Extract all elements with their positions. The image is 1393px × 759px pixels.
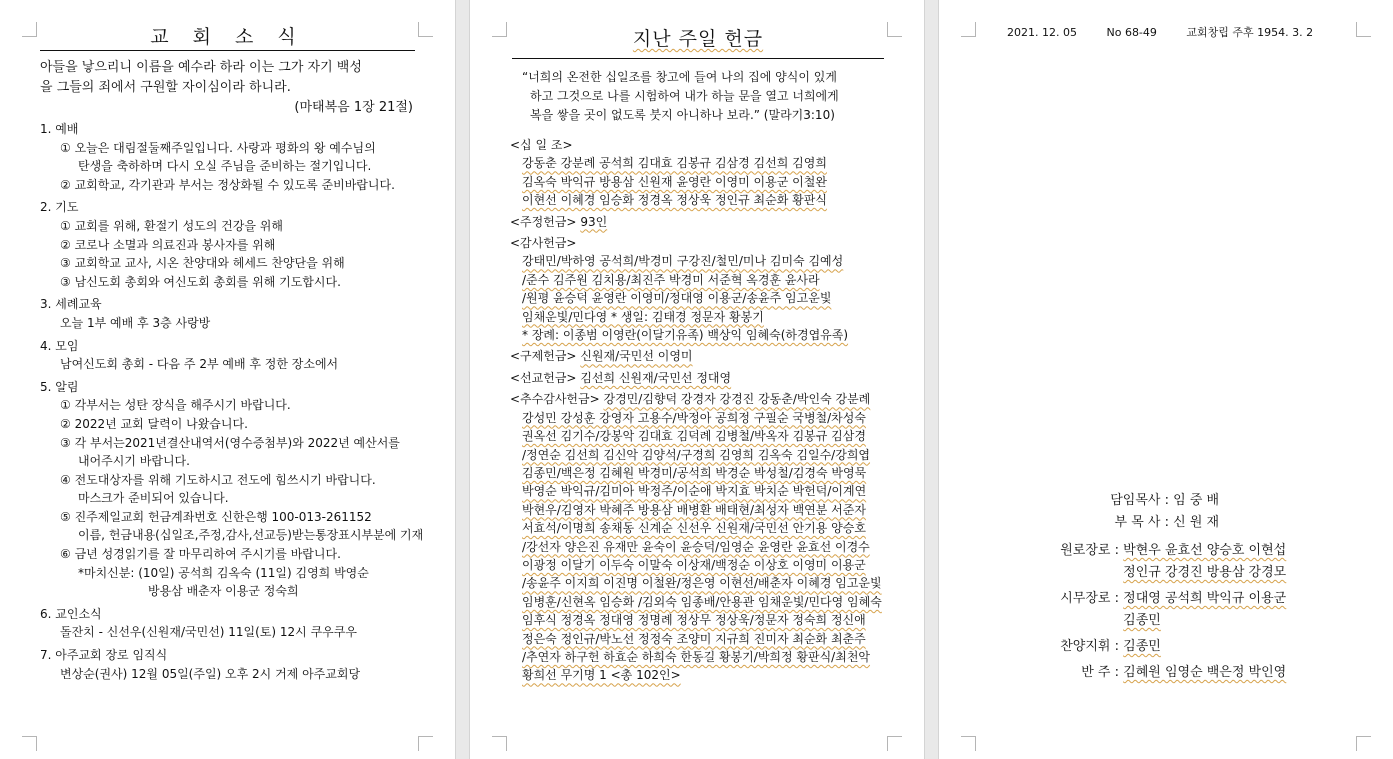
offering-names-row: [510, 252, 920, 270]
section-line: 내어주시기 바랍니다.: [78, 454, 190, 469]
section-line: ② 2022년 교회 달력이 나왔습니다.: [60, 416, 248, 431]
page-offerings: [470, 0, 924, 759]
crop-mark: [22, 22, 37, 37]
staff-group: [1039, 588, 1286, 632]
section-heading: 6. 교인소식: [40, 606, 102, 621]
offering-names: /송윤주 이지희 이진명 이철완/정은영 이현선/배춘자 이혜경 임고운빛: [522, 576, 882, 591]
crop-mark: [1356, 22, 1371, 37]
verse-reference: (마태복음 1장 21절): [294, 100, 413, 115]
offering-names-row: [510, 501, 920, 519]
staff-row: [1039, 562, 1286, 584]
offering-names: /추연자 하구헌 하효순 하희숙 한동길 황봉기/박희정 황판식/최천악: [522, 649, 871, 664]
section-line: ③ 남신도회 총회와 여신도회 총회를 위해 기도합시다.: [60, 274, 341, 289]
staff-names: 박현우 윤효선 양승호 이현섭: [1123, 543, 1287, 558]
bulletin-header: [1007, 24, 1339, 40]
staff-role: 원로장로 :: [1060, 543, 1119, 558]
offering-names-row: [510, 611, 920, 629]
crop-mark: [961, 22, 976, 37]
staff-row: [1039, 588, 1286, 610]
offering-names-row: [510, 427, 920, 445]
offering-label: <추수감사헌금>: [510, 392, 600, 407]
news-section: [40, 198, 440, 291]
section-heading: 5. 알림: [40, 379, 79, 394]
page-title-text: 지난 주일 헌금: [632, 28, 764, 50]
offering-inline-names: 강경민/김향덕 강경자 강경진 강동춘/박인숙 강분례: [603, 392, 871, 407]
offering-names-row: [510, 574, 920, 592]
offering-label-row: [510, 234, 920, 252]
offering-inline-names: 93인: [580, 214, 608, 229]
staff-role: 찬양지휘 :: [1060, 639, 1119, 654]
offering-names-row: [510, 191, 920, 209]
offering-names-row: [510, 666, 920, 684]
offering-names-row: [510, 271, 920, 289]
staff-row: [1039, 540, 1286, 562]
staff-names: 임 중 배: [1173, 493, 1220, 508]
offering-names: 임채운빛/민다영 * 생일: 김태경 정문자 황봉기: [522, 309, 764, 324]
founding-date: 교회창립 주후 1954. 3. 2: [1186, 26, 1314, 39]
offering-names: 김종민/백은정 김혜원 박경미/공석희 박경순 박성철/김경숙 박영묵: [522, 465, 867, 480]
offering-names-row: [510, 289, 920, 307]
offering-names: 강태민/박하영 공석희/박경미 구강진/철민/미나 김미숙 김예성: [522, 254, 844, 269]
offering-names: 강성민 강성훈 강영자 고용수/박정아 공희정 구필순 국병철/차성숙: [522, 410, 866, 425]
offering-group: [510, 390, 920, 685]
crop-mark: [418, 736, 433, 751]
offering-label: <십 일 조>: [510, 138, 573, 152]
section-line: ① 각부서는 성탄 장식을 해주시기 바랍니다.: [60, 398, 291, 413]
offering-names-row: [510, 409, 920, 427]
verse-line: 을 그들의 죄에서 구원할 자이심이라 하니라.: [40, 80, 291, 95]
page-title: 교 회 소 식: [150, 26, 305, 48]
offering-names-row: [510, 446, 920, 464]
section-line: ④ 전도대상자를 위해 기도하시고 전도에 힘쓰시기 바랍니다.: [60, 472, 376, 487]
offering-group: [510, 213, 920, 231]
section-line: ⑤ 진주제일교회 헌금계좌번호 신한은행 100-013-261152: [60, 509, 372, 524]
quote-line: 복을 쌓을 곳이 없도록 붓지 아니하나 보라.” (말라기3:10): [530, 108, 835, 122]
section-line: 방용삼 배춘자 이용군 정숙희: [148, 584, 299, 599]
offering-label: <선교헌금>: [510, 370, 577, 385]
staff-row: [1039, 662, 1286, 684]
section-heading: 7. 아주교회 장로 임직식: [40, 648, 168, 663]
crop-mark: [418, 22, 433, 37]
offering-names-row: [510, 464, 920, 482]
staff-role: 담임목사 :: [1110, 493, 1169, 508]
offering-names: /준수 김주원 김치용/최진주 박경미 서준혁 옥경훈 윤사라: [522, 272, 820, 287]
section-line: 변상순(권사) 12월 05일(주일) 오후 2시 거제 아주교회당: [60, 666, 361, 681]
crop-mark: [22, 736, 37, 751]
offering-label-row: [510, 390, 920, 408]
offering-label-row: [510, 213, 920, 231]
news-section: [40, 378, 440, 601]
offering-names: 임병훈/신현옥 임승화 /김외숙 임종배/안용관 임채운빛/민다영 임혜숙: [522, 594, 882, 609]
news-sections: [40, 120, 440, 683]
bulletin-date: 2021. 12. 05: [1007, 26, 1077, 39]
offering-names-row: [510, 308, 920, 326]
offering-group: [510, 234, 920, 344]
section-line: ① 교회를 위해, 환절기 성도의 건강을 위해: [60, 218, 283, 233]
section-line: *마치신분: (10일) 공석희 김옥숙 (11일) 김영희 박영순: [78, 565, 369, 580]
bulletin-number: No 68-49: [1106, 26, 1157, 39]
crop-mark: [961, 736, 976, 751]
offering-label-row: [510, 369, 920, 387]
staff-names: 김종민: [1123, 613, 1161, 628]
offering-names-row: [510, 326, 920, 344]
staff-names: 김혜원 임영순 백은정 박인영: [1123, 665, 1287, 680]
staff-role: 시무장로 :: [1060, 591, 1119, 606]
title-rule: [512, 58, 884, 59]
offering-names-row: [510, 648, 920, 666]
section-line: 오늘 1부 예배 후 3층 사랑방: [60, 315, 211, 330]
staff-list: [1039, 490, 1286, 684]
offering-group: [510, 136, 920, 210]
offering-names: 이광정 이달기 이두숙 이말숙 이상재/백정순 이상호 이영미 이용군: [522, 557, 866, 572]
section-line: ① 오늘은 대림절둘째주일입니다. 사랑과 평화의 왕 예수님의: [60, 140, 376, 155]
staff-group: [1039, 636, 1286, 658]
offering-names: 임후식 정경옥 정대영 정명례 정상무 정상욱/정문자 정숙희 정신애: [522, 613, 866, 628]
staff-row: [1039, 610, 1286, 632]
section-line: ② 교회학교, 각기관과 부서는 정상화될 수 있도록 준비바랍니다.: [60, 177, 395, 192]
news-section: [40, 646, 440, 683]
section-heading: 4. 모임: [40, 338, 79, 353]
offering-names: /강선자 양은진 유재만 윤숙이 윤승덕/임영순 윤영란 윤효선 이경수: [522, 539, 870, 554]
page-staff: [939, 0, 1393, 759]
staff-row: [1039, 636, 1286, 658]
section-line: 돌잔치 - 신선우(신원재/국민선) 11일(토) 12시 쿠우쿠우: [60, 625, 357, 640]
offering-names: 서효석/이명희 송채동 신계순 신선우 신원재/국민선 안기용 양승호: [522, 521, 866, 536]
offering-group: [510, 347, 920, 365]
news-section: [40, 120, 440, 194]
staff-group: [1039, 512, 1286, 534]
offering-names-row: [510, 538, 920, 556]
offering-inline-names: 김선희 신원재/국민선 정대영: [580, 370, 732, 385]
offering-label: <구제헌금>: [510, 349, 577, 364]
crop-mark: [887, 736, 902, 751]
staff-group: [1039, 490, 1286, 512]
staff-names: 김종민: [1123, 639, 1161, 654]
section-line: ③ 각 부서는2021년결산내역서(영수증첨부)와 2022년 예산서를: [60, 435, 400, 450]
offering-names: 정은숙 정인규/박노선 정정숙 조양미 지규희 진미자 최순화 최춘주: [522, 631, 866, 646]
offering-names: 강동춘 강분례 공석희 김대효 김봉규 김삼경 김선희 김영희: [522, 156, 827, 171]
page-title: [512, 24, 884, 51]
staff-row: [1039, 512, 1286, 534]
staff-names: 신 원 재: [1173, 515, 1220, 530]
offering-group: [510, 369, 920, 387]
offering-names: 박영순 박익규/김미아 박정주/이순애 박지효 박치순 박헌덕/이계연: [522, 484, 867, 499]
verse-line: 아들을 낳으리니 이름을 예수라 하라 이는 그가 자기 백성: [40, 60, 362, 75]
quote-line: 하고 그것으로 나를 시험하여 내가 하늘 문을 열고 너희에게: [530, 89, 839, 103]
staff-row: [1039, 490, 1286, 512]
news-section: [40, 295, 440, 332]
offering-names-row: [510, 154, 920, 172]
section-heading: 1. 예배: [40, 122, 79, 136]
offering-names: 황희선 무기명 1 <총 102인>: [522, 668, 681, 683]
malachi-quote: [522, 68, 839, 125]
offering-names-row: [510, 482, 920, 500]
page-church-news: [0, 0, 455, 759]
section-heading: 3. 세례교육: [40, 297, 102, 312]
section-line: 마스크가 준비되어 있습니다.: [78, 491, 229, 506]
staff-group: [1039, 662, 1286, 684]
offering-names-row: [510, 630, 920, 648]
section-line: 탄생을 축하하며 다시 오실 주님을 준비하는 절기입니다.: [78, 159, 372, 174]
staff-group: [1039, 540, 1286, 584]
offering-groups: [510, 136, 920, 688]
crop-mark: [1356, 736, 1371, 751]
news-section: [40, 605, 440, 642]
offering-names-row: [510, 519, 920, 537]
offering-label: <감사헌금>: [510, 236, 577, 251]
offering-names: /원평 윤승덕 윤영란 이영미/정대영 이용군/송윤주 임고운빛: [522, 291, 832, 306]
offering-names-row: [510, 593, 920, 611]
staff-names: 정대영 공석희 박익규 이용군: [1123, 591, 1287, 606]
section-line: ③ 교회학교 교사, 시온 찬양대와 헤세드 찬양단을 위해: [60, 256, 345, 271]
section-line: ⑥ 금년 성경읽기를 잘 마무리하여 주시기를 바랍니다.: [60, 547, 341, 562]
section-line: 남여신도회 총회 - 다음 주 2부 예배 후 정한 장소에서: [60, 357, 339, 372]
offering-label: <주정헌금>: [510, 214, 577, 229]
offering-names: 이현선 이혜경 임승화 정경옥 정상욱 정인규 최순화 황판식: [522, 193, 827, 208]
offering-names: * 장례: 이종범 이영란(이달기유족) 백상익 임혜숙(하경엽유족): [522, 328, 849, 343]
scripture-verse: [40, 58, 415, 118]
offering-label-row: [510, 136, 920, 154]
offering-names-row: [510, 173, 920, 191]
news-section: [40, 337, 440, 374]
offering-names: /정연순 김선희 김신악 김양석/구경희 김영희 김옥숙 김일수/강희엽: [522, 447, 871, 462]
offering-names: 박현우/김영자 박혜주 방용삼 배병환 배태현/최성자 백연분 서준자: [522, 502, 866, 517]
section-heading: 2. 기도: [40, 200, 79, 215]
title-rule: [40, 50, 415, 51]
quote-line: “너희의 온전한 십일조를 창고에 들여 나의 집에 양식이 있게: [522, 70, 837, 84]
crop-mark: [492, 22, 507, 37]
offering-label-row: [510, 347, 920, 365]
staff-role: 반 주 :: [1081, 665, 1119, 680]
section-line: 이름, 헌금내용(십일조,주정,감사,선교등)받는통장표시부분에 기재: [78, 528, 424, 543]
offering-names: 김옥숙 박익규 방용삼 신원재 윤영란 이영미 이용군 이철완: [522, 174, 827, 189]
staff-role: 부 목 사 :: [1114, 515, 1169, 530]
offering-inline-names: 신원재/국민선 이영미: [580, 349, 693, 364]
offering-names: 권옥선 김기수/강봉악 김대효 김덕례 김병철/박옥자 김봉규 김삼경: [522, 429, 866, 444]
staff-names: 정인규 강경진 방용삼 강경모: [1123, 565, 1287, 580]
section-line: ② 코로나 소멸과 의료진과 봉사자를 위해: [60, 237, 276, 252]
offering-names-row: [510, 556, 920, 574]
crop-mark: [492, 736, 507, 751]
crop-mark: [887, 22, 902, 37]
